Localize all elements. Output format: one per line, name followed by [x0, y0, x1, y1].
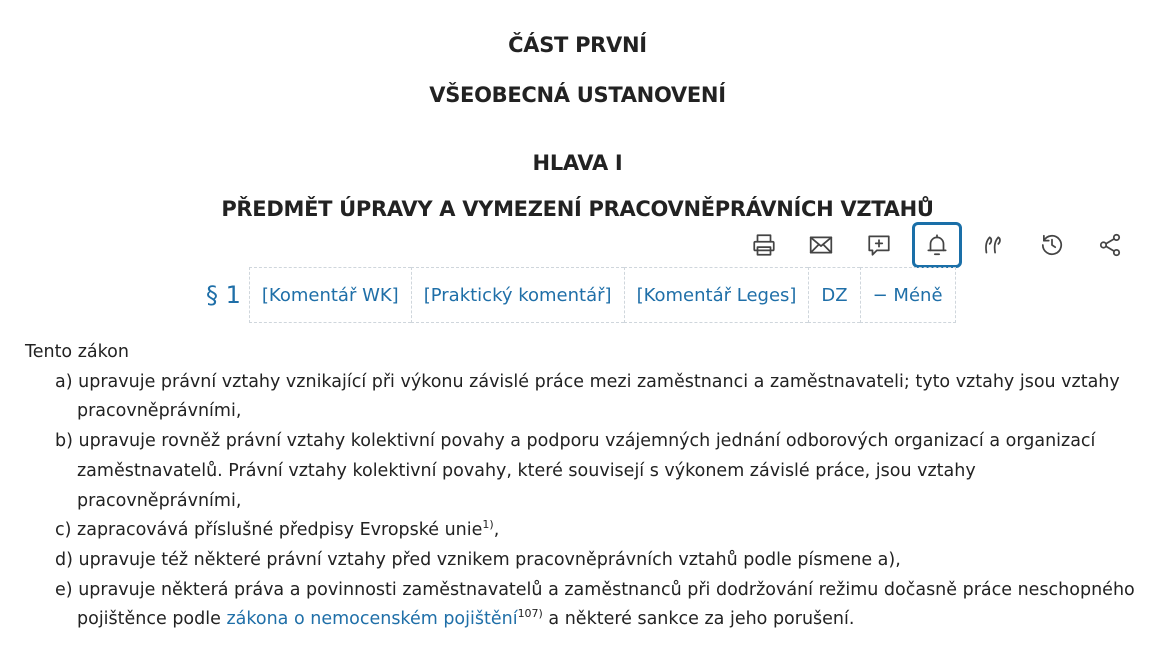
history-icon — [1039, 232, 1065, 258]
part-title: VŠEOBECNÁ USTANOVENÍ — [429, 83, 726, 107]
item-label: e) — [55, 579, 73, 600]
list-item-d — [25, 546, 1140, 576]
intro-text: Tento zákon — [25, 342, 129, 362]
footnote-ref[interactable]: 107) — [517, 607, 543, 621]
item-label: b) — [55, 431, 73, 452]
list-item-b — [25, 427, 1140, 516]
section-number[interactable]: § 1 — [206, 281, 241, 309]
list-item-c — [25, 516, 1140, 546]
item-text: upravuje právní vztahy vznikající při výkonu závislé práce mezi zaměstnanci a zaměstnavateli; tyto vztahy jsou vztahy pracovněprávními, — [77, 371, 1120, 422]
list-item-a — [25, 368, 1140, 427]
link-komentar-wk[interactable]: [Komentář WK] — [249, 267, 411, 323]
print-icon — [751, 232, 777, 258]
item-label: d) — [55, 549, 73, 570]
law-link[interactable]: zákona o nemocenském pojištění — [226, 609, 518, 630]
item-tail: a některé sankce za jeho porušení. — [542, 609, 855, 630]
link-dz[interactable]: DZ — [808, 267, 859, 323]
add-note-icon — [866, 232, 892, 258]
collapse-link[interactable]: − Méně — [860, 267, 956, 323]
item-text: upravuje též některé právní vztahy před vznikem pracovněprávních vztahů podle písmene a), — [78, 549, 901, 570]
history-button[interactable] — [1027, 222, 1077, 268]
email-icon — [808, 232, 834, 258]
link-komentar-leges[interactable]: [Komentář Leges] — [624, 267, 809, 323]
add-note-button[interactable] — [854, 222, 904, 268]
item-text: zapracovává příslušné předpisy Evropské unie — [77, 520, 483, 541]
item-label: a) — [55, 371, 73, 392]
notification-bell-icon — [924, 232, 950, 258]
share-button[interactable] — [1085, 222, 1135, 268]
link-prakticky-komentar[interactable]: [Praktický komentář] — [411, 267, 624, 323]
head-title: PŘEDMĚT ÚPRAVY A VYMEZENÍ PRACOVNĚPRÁVNÍCH VZTAHŮ — [221, 197, 934, 221]
head-heading: HLAVA I — [532, 151, 623, 175]
item-label: c) — [55, 520, 72, 541]
print-button[interactable] — [739, 222, 789, 268]
notification-button[interactable] — [912, 222, 962, 268]
footnote-ref[interactable]: 1) — [482, 518, 494, 532]
paragraph-bar — [200, 267, 956, 323]
item-text: upravuje některá práva a povinnosti zaměstnavatelů a zaměstnanců při dodržování režimu dočasně práce neschopného pojištěnce podle — [77, 579, 1135, 630]
part-heading: ČÁST PRVNÍ — [508, 33, 647, 57]
share-icon — [1097, 232, 1123, 258]
item-text: upravuje rovněž právní vztahy kolektivní povahy a podporu vzájemných jednání odborových organizací a organizací zaměstnavatelů. Právní vztahy kolektivní povahy, které souvisejí s výkonem závislé práce, jsou vztahy pracovněprávními, — [77, 431, 1096, 511]
item-tail: , — [493, 520, 500, 541]
list-item-e — [25, 576, 1140, 635]
citation-button[interactable] — [969, 222, 1019, 268]
quote-icon — [981, 232, 1007, 258]
law-text — [25, 338, 1140, 635]
email-button[interactable] — [796, 222, 846, 268]
